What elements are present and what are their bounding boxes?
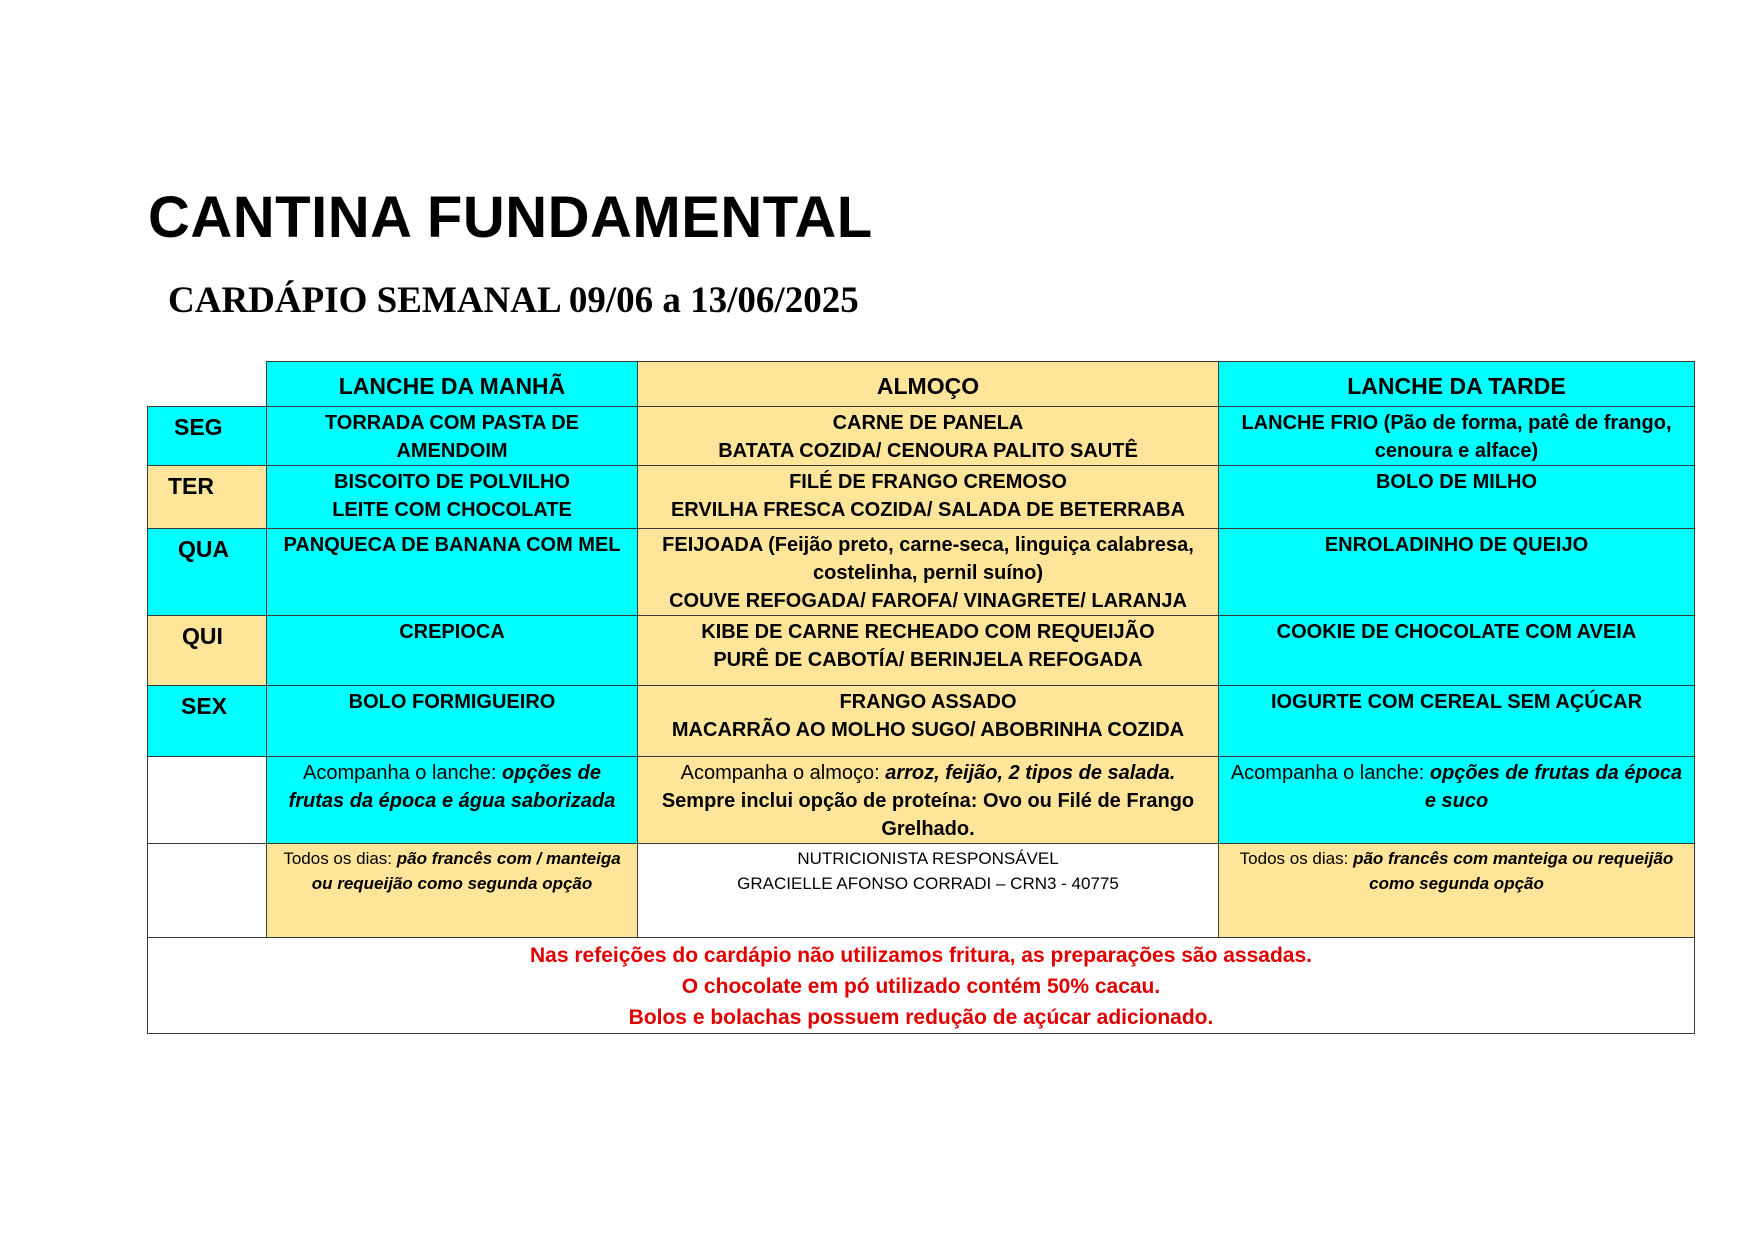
nutritionist-title: NUTRICIONISTA RESPONSÁVEL	[797, 849, 1059, 868]
menu-line: LANCHE FRIO (Pão de forma, patê de frango,	[1241, 412, 1672, 434]
day-label: QUA	[148, 529, 267, 616]
morning-accompaniment	[267, 757, 638, 844]
morning-cell	[267, 616, 638, 686]
menu-line: AMENDOIM	[396, 440, 508, 462]
menu-line: CREPIOCA	[399, 621, 505, 643]
menu-line: KIBE DE CARNE RECHEADO COM REQUEIJÃO	[701, 621, 1155, 643]
daily-items: pão francês com / manteiga ou requeijão como segunda opção	[311, 849, 621, 893]
footer-notes	[148, 938, 1695, 1034]
lunch-cell	[638, 616, 1219, 686]
empty-cell	[148, 844, 267, 938]
morning-cell	[267, 529, 638, 616]
page-subtitle: CARDÁPIO SEMANAL 09/06 a 13/06/2025	[168, 280, 859, 321]
morning-cell	[267, 407, 638, 466]
footer-note: Bolos e bolachas possuem redução de açúcar adicionado.	[628, 1006, 1214, 1029]
morning-cell	[267, 466, 638, 529]
afternoon-daily-note	[1219, 844, 1695, 938]
menu-line: PURÊ DE CABOTÍA/ BERINJELA REFOGADA	[713, 649, 1143, 671]
afternoon-cell	[1219, 616, 1695, 686]
protein-option-note: Sempre inclui opção de proteína: Ovo ou Filé de Frango Grelhado.	[661, 790, 1195, 840]
afternoon-cell	[1219, 407, 1695, 466]
morning-cell	[267, 686, 638, 757]
accompaniment-prefix: Acompanha o lanche:	[1230, 762, 1430, 784]
accompaniment-row	[148, 757, 1695, 844]
header-corner-cell	[148, 362, 267, 407]
accompaniment-items: opções de frutas da época e água saborizada	[288, 762, 616, 812]
afternoon-cell	[1219, 529, 1695, 616]
daily-items: pão francês com manteiga ou requeijão como segunda opção	[1353, 849, 1674, 893]
accompaniment-items: opções de frutas da época e suco	[1424, 762, 1683, 812]
morning-daily-note	[267, 844, 638, 938]
menu-line: cenoura e alface)	[1374, 440, 1539, 462]
lunch-cell	[638, 407, 1219, 466]
menu-line: BISCOITO DE POLVILHO	[334, 471, 570, 493]
lunch-accompaniment	[638, 757, 1219, 844]
column-header-lunch: ALMOÇO	[638, 362, 1219, 407]
menu-line: LEITE COM CHOCOLATE	[332, 499, 572, 521]
day-label: SEX	[148, 686, 267, 757]
day-row-qua	[148, 529, 1695, 616]
afternoon-cell	[1219, 466, 1695, 529]
daily-row	[148, 844, 1695, 938]
lunch-cell	[638, 529, 1219, 616]
lunch-cell	[638, 686, 1219, 757]
day-row-sex	[148, 686, 1695, 757]
daily-prefix: Todos os dias:	[1239, 849, 1354, 868]
page-title: CANTINA FUNDAMENTAL	[148, 185, 873, 250]
afternoon-accompaniment	[1219, 757, 1695, 844]
menu-line: FILÉ DE FRANGO CREMOSO	[789, 471, 1067, 493]
day-row-seg	[148, 407, 1695, 466]
day-label: SEG	[148, 407, 267, 466]
accompaniment-prefix: Acompanha o lanche:	[303, 762, 503, 784]
column-header-afternoon: LANCHE DA TARDE	[1219, 362, 1695, 407]
menu-line: COUVE REFOGADA/ FAROFA/ VINAGRETE/ LARANJA	[669, 590, 1187, 612]
daily-prefix: Todos os dias:	[283, 849, 397, 868]
menu-line: CARNE DE PANELA	[832, 412, 1024, 434]
column-header-morning: LANCHE DA MANHÃ	[267, 362, 638, 407]
afternoon-cell	[1219, 686, 1695, 757]
accompaniment-prefix: Acompanha o almoço:	[680, 762, 886, 784]
nutritionist-name: GRACIELLE AFONSO CORRADI – CRN3 - 40775	[737, 874, 1119, 893]
nutritionist-cell	[638, 844, 1219, 938]
menu-line: costelinha, pernil suíno)	[812, 562, 1044, 584]
day-row-ter	[148, 466, 1695, 529]
menu-line: FEIJOADA (Feijão preto, carne-seca, linguiça calabresa,	[662, 534, 1194, 556]
day-row-qui	[148, 616, 1695, 686]
menu-line: TORRADA COM PASTA DE	[324, 412, 580, 434]
menu-line: PANQUECA DE BANANA COM MEL	[283, 534, 621, 556]
day-label: TER	[148, 466, 267, 529]
empty-cell	[148, 757, 267, 844]
footer-row	[148, 938, 1695, 1034]
menu-line: ERVILHA FRESCA COZIDA/ SALADA DE BETERRABA	[670, 499, 1186, 521]
menu-line: MACARRÃO AO MOLHO SUGO/ ABOBRINHA COZIDA	[671, 719, 1185, 741]
menu-line: FRANGO ASSADO	[839, 691, 1017, 713]
menu-line: BATATA COZIDA/ CENOURA PALITO SAUTÊ	[718, 440, 1138, 462]
header-row	[148, 362, 1695, 407]
menu-line: COOKIE DE CHOCOLATE COM AVEIA	[1276, 621, 1637, 643]
accompaniment-items: arroz, feijão, 2 tipos de salada.	[885, 762, 1176, 784]
footer-note: O chocolate em pó utilizado contém 50% cacau.	[681, 975, 1161, 998]
menu-line: BOLO FORMIGUEIRO	[348, 691, 556, 713]
footer-note: Nas refeições do cardápio não utilizamos fritura, as preparações são assadas.	[530, 944, 1312, 967]
weekly-menu-table	[147, 361, 1695, 1034]
day-label: QUI	[148, 616, 267, 686]
menu-line: BOLO DE MILHO	[1375, 471, 1538, 493]
lunch-cell	[638, 466, 1219, 529]
menu-line: ENROLADINHO DE QUEIJO	[1324, 534, 1589, 556]
menu-line: IOGURTE COM CEREAL SEM AÇÚCAR	[1270, 691, 1643, 713]
